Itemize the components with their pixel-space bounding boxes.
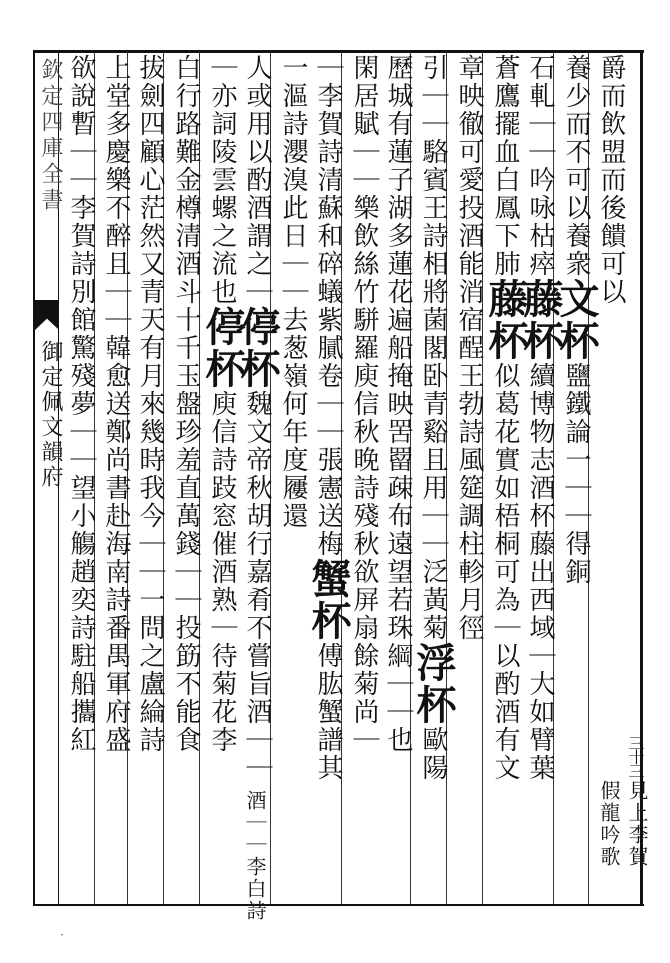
- page-number: 三十三: [626, 735, 645, 777]
- commentary-text: 庾信詩跂窓催酒熟｜待菊花李: [207, 390, 237, 754]
- commentary-text: 閑居賦｜｜樂飲絲竹駢羅庾信秋晚詩殘秋欲屏扇餘菊尚｜: [349, 54, 379, 754]
- commentary-text: ｜亦詞陵雲螺之流也: [207, 54, 237, 306]
- text-column-15: [97, 54, 135, 754]
- sidebar-title: 欽定四庫全書: [38, 58, 63, 214]
- fish-tail-mark: [35, 300, 59, 330]
- commentary-text: 魏文帝秋胡行嘉肴不嘗旨酒｜｜: [242, 390, 272, 782]
- commentary-text: 傅肱蟹譜其: [313, 642, 343, 782]
- commentary-text: 續博物志酒杯藤出西域｜大如臂葉: [525, 362, 555, 782]
- commentary-text: 一漚詩瀴溴此日｜｜去葱嶺何年度屨還: [278, 54, 308, 530]
- text-column-5: [450, 54, 488, 642]
- headword: 藤杯: [482, 278, 529, 362]
- commentary-text: 引｜｜駱賓王詩相將菌閣卧青谿且用｜｜泛黃菊: [418, 54, 448, 642]
- headword: 停杯: [234, 306, 281, 390]
- text-column-8: [345, 54, 383, 754]
- text-column-19: [590, 780, 628, 868]
- text-column-11: [234, 54, 281, 782]
- commentary-text: 石軋｜｜吟咏枯瘁: [525, 54, 555, 278]
- text-column-4: [482, 54, 529, 782]
- text-column-3: [517, 54, 564, 782]
- commentary-text: 養少而不可以養衆: [561, 54, 591, 278]
- text-column-12: [199, 54, 246, 754]
- text-column-9: [305, 54, 352, 782]
- text-column-17: [236, 790, 274, 922]
- commentary-text: ｜李賀詩清蘇和碎蟻紫膩卷｜｜張憲送梅: [313, 54, 343, 558]
- page-border-right: [640, 50, 643, 906]
- corner-mark: ·: [60, 928, 64, 942]
- text-column-16: [62, 54, 100, 754]
- commentary-text: 人或用以酌酒謂之｜: [242, 54, 272, 306]
- book-title: 御定佩文韻府: [38, 340, 63, 490]
- headword: 浮杯: [410, 642, 457, 726]
- commentary-text: 拔劍四顧心茫然又青天有月來幾時我今｜｜一問之盧綸詩: [135, 54, 165, 754]
- commentary-text: 上堂多慶樂不醉且｜｜韓愈送鄭尚書赴海南詩番禺軍府盛: [101, 54, 131, 754]
- commentary-text: 假龍吟歌: [597, 780, 621, 868]
- commentary-text: 蒼鷹擺血白鳳下肺: [490, 54, 520, 278]
- commentary-text: 鹽鐵論一｜｜得銅: [561, 362, 591, 586]
- commentary-text: 見上李賀: [625, 780, 649, 868]
- text-column-10: [274, 54, 312, 530]
- headword: 蟹杯: [305, 558, 352, 642]
- commentary-text: 爵而飲盟而後饋可以: [596, 54, 626, 306]
- headword: 藤杯: [517, 278, 564, 362]
- commentary-text: 似葛花實如梧桐可為｜以酌酒有文: [490, 362, 520, 782]
- commentary-text: 歐陽: [418, 726, 448, 782]
- text-column-7: [379, 54, 417, 754]
- commentary-text: 白行路難金樽清酒斗十千玉盤珍羞直萬錢｜｜投筯不能食: [171, 54, 201, 754]
- text-column-1: [592, 54, 630, 306]
- page-border-bottom: [33, 904, 644, 906]
- headword: 文杯: [553, 278, 600, 362]
- text-column-13: [167, 54, 205, 754]
- page-border-left: [33, 50, 35, 906]
- commentary-text: 章映徹可愛投酒能消宿酲王勃詩風筵調柱軫月徑: [454, 54, 484, 642]
- text-column-14: [131, 54, 169, 754]
- commentary-text: 欲說暫｜｜李賀詩別館驚殘夢｜｜望小觴趙奕詩駐船攜紅: [66, 54, 96, 754]
- headword: 停杯: [199, 306, 246, 390]
- commentary-text: 歷城有蓮子湖多蓮花遍船掩映罟罶疎布遠望若珠綱｜｜也: [383, 54, 413, 754]
- text-column-6: [410, 54, 457, 782]
- commentary-text: 酒｜｜李白詩: [243, 790, 267, 922]
